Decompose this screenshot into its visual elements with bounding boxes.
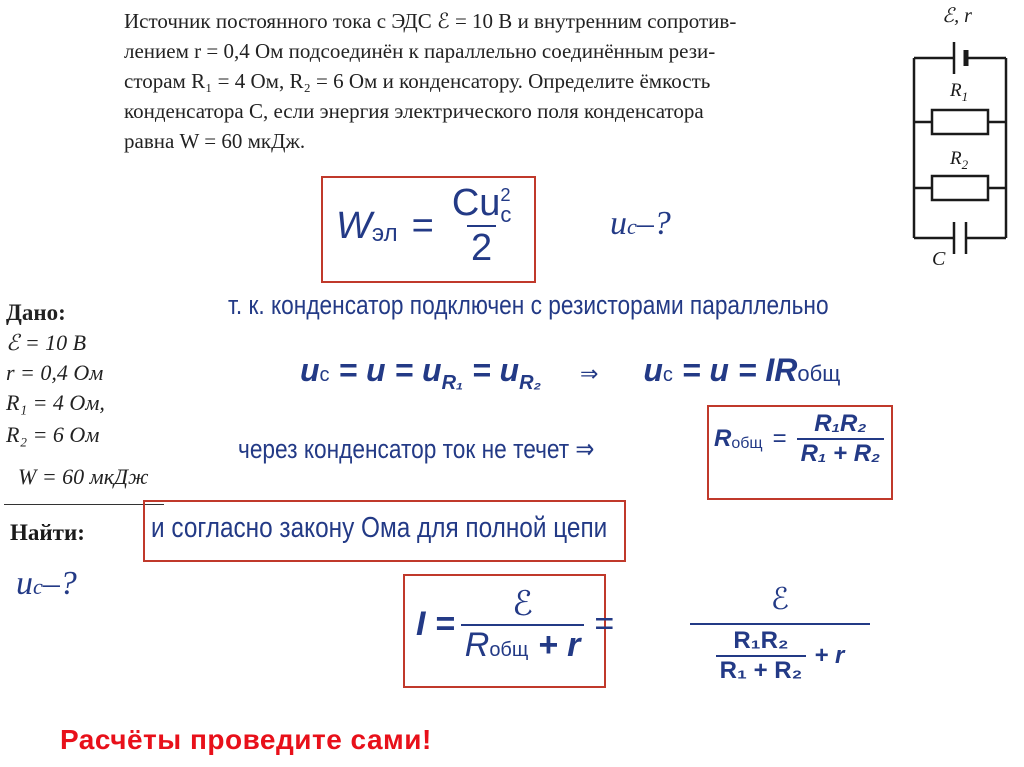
r1-sub: 1 (961, 89, 969, 104)
cf-eq: = (594, 605, 615, 643)
cfe-inner-num: R₁R₂ (733, 627, 789, 654)
energy-num-sup: 2 (500, 183, 511, 205)
ve-r1-sub: R₁ (441, 372, 464, 394)
unknown-top-q: –? (636, 205, 671, 242)
find-sub: c (33, 574, 43, 599)
problem-line-3: сторам R₁ = 4 Ом, R₂ = 6 Ом и конденсатору. Определите ёмкость (124, 69, 711, 93)
ve-arrow: ⇒ (580, 361, 599, 386)
energy-lhs: W (336, 204, 372, 247)
cfe-inner-frac (716, 627, 807, 685)
energy-num: Cu (451, 182, 501, 224)
emf-label: ℰ, r (942, 5, 972, 27)
find-heading: Найти: (10, 520, 85, 545)
ve-mid: = u = u (338, 352, 442, 388)
problem-statement (124, 6, 880, 156)
cf-den (461, 624, 585, 665)
rt-den: R₁ + R₂ (797, 438, 885, 468)
ve-left: u (300, 352, 320, 388)
rt-lhs: R (714, 425, 732, 452)
find-var: u (16, 565, 33, 602)
given-item-4: R₂ = 6 Ом (6, 422, 100, 447)
r-total-formula (714, 410, 884, 468)
cfe-inner-den: R₁ + R₂ (716, 655, 807, 685)
explanation-line-1: т. к. конденсатор подключен с резисторами параллельно (228, 290, 829, 320)
problem-line-1: Источник постоянного тока с ЭДС ℰ = 10 В и внутренним сопротив- (124, 9, 737, 33)
c-label: C (932, 248, 946, 270)
ve-right-sub: c (662, 364, 673, 386)
unknown-top (610, 205, 671, 243)
cfe-main-line (690, 623, 870, 625)
cf-fraction (461, 584, 585, 665)
circuit-diagram (904, 0, 1019, 275)
find-value (16, 565, 77, 603)
given-item-3: R₁ = 4 Ом, (6, 390, 105, 415)
ve-right-mid: = u = IR (681, 352, 798, 388)
svg-text:R2 (949, 148, 969, 172)
cf-lhs: I = (416, 605, 455, 643)
cfe-num: ℰ (770, 583, 790, 616)
ve-right: u (643, 352, 663, 388)
energy-formula (336, 182, 515, 270)
given-heading: Дано: (6, 300, 66, 325)
energy-eq: = (411, 204, 434, 247)
ve-mid2: = u (471, 352, 520, 388)
given-item-1: ℰ = 10 В (6, 330, 87, 355)
svg-text:R1 (949, 80, 968, 104)
ve-left-sub: c (319, 364, 330, 386)
circuit-svg (904, 0, 1019, 275)
cf-den-r: R (464, 626, 490, 664)
problem-line-2: лением r = 0,4 Ом подсоединён к параллельно соединённым рези- (124, 39, 716, 63)
current-formula-expanded (690, 582, 870, 685)
find-q: –? (42, 565, 77, 602)
r2-sub: 2 (961, 157, 969, 172)
current-formula (416, 584, 614, 665)
given-item-5: W = 60 мкДж (18, 464, 149, 489)
given-block (6, 298, 148, 492)
cf-den-tail: + r (537, 626, 581, 664)
energy-lhs-sub: эл (371, 220, 398, 247)
explanation-line-2: через конденсатор ток не течет ⇒ (238, 434, 595, 464)
energy-fraction (448, 182, 516, 270)
cfe-den (716, 627, 845, 685)
ve-right-tail: общ (797, 361, 841, 386)
footer-note: Расчёты проведите сами! (60, 724, 432, 755)
problem-line-5: равна W = 60 мкДж. (124, 129, 306, 153)
ve-r2-sub: R₂ (519, 372, 542, 394)
voltage-equation (300, 352, 840, 395)
explanation-line-3: и согласно закону Ома для полной цепи (151, 512, 608, 544)
given-divider (4, 504, 164, 505)
cf-num: ℰ (512, 585, 533, 623)
r1-label: R (950, 80, 962, 101)
r2-label: R (950, 148, 962, 169)
cfe-tail: + r (814, 642, 845, 669)
rt-lhs-sub: общ (731, 435, 763, 452)
unknown-top-var: u (610, 205, 627, 242)
rt-num: R₁R₂ (814, 410, 867, 437)
given-item-2: r = 0,4 Ом (6, 360, 104, 385)
energy-den: 2 (467, 225, 496, 270)
cf-den-sub: общ (489, 639, 529, 661)
rt-fraction (797, 410, 885, 468)
unknown-top-sub: c (627, 214, 637, 239)
problem-line-4: конденсатора C, если энергия электрического поля конденсатора (124, 99, 704, 123)
rt-eq: = (772, 425, 787, 452)
energy-num-sub: c (500, 201, 512, 227)
